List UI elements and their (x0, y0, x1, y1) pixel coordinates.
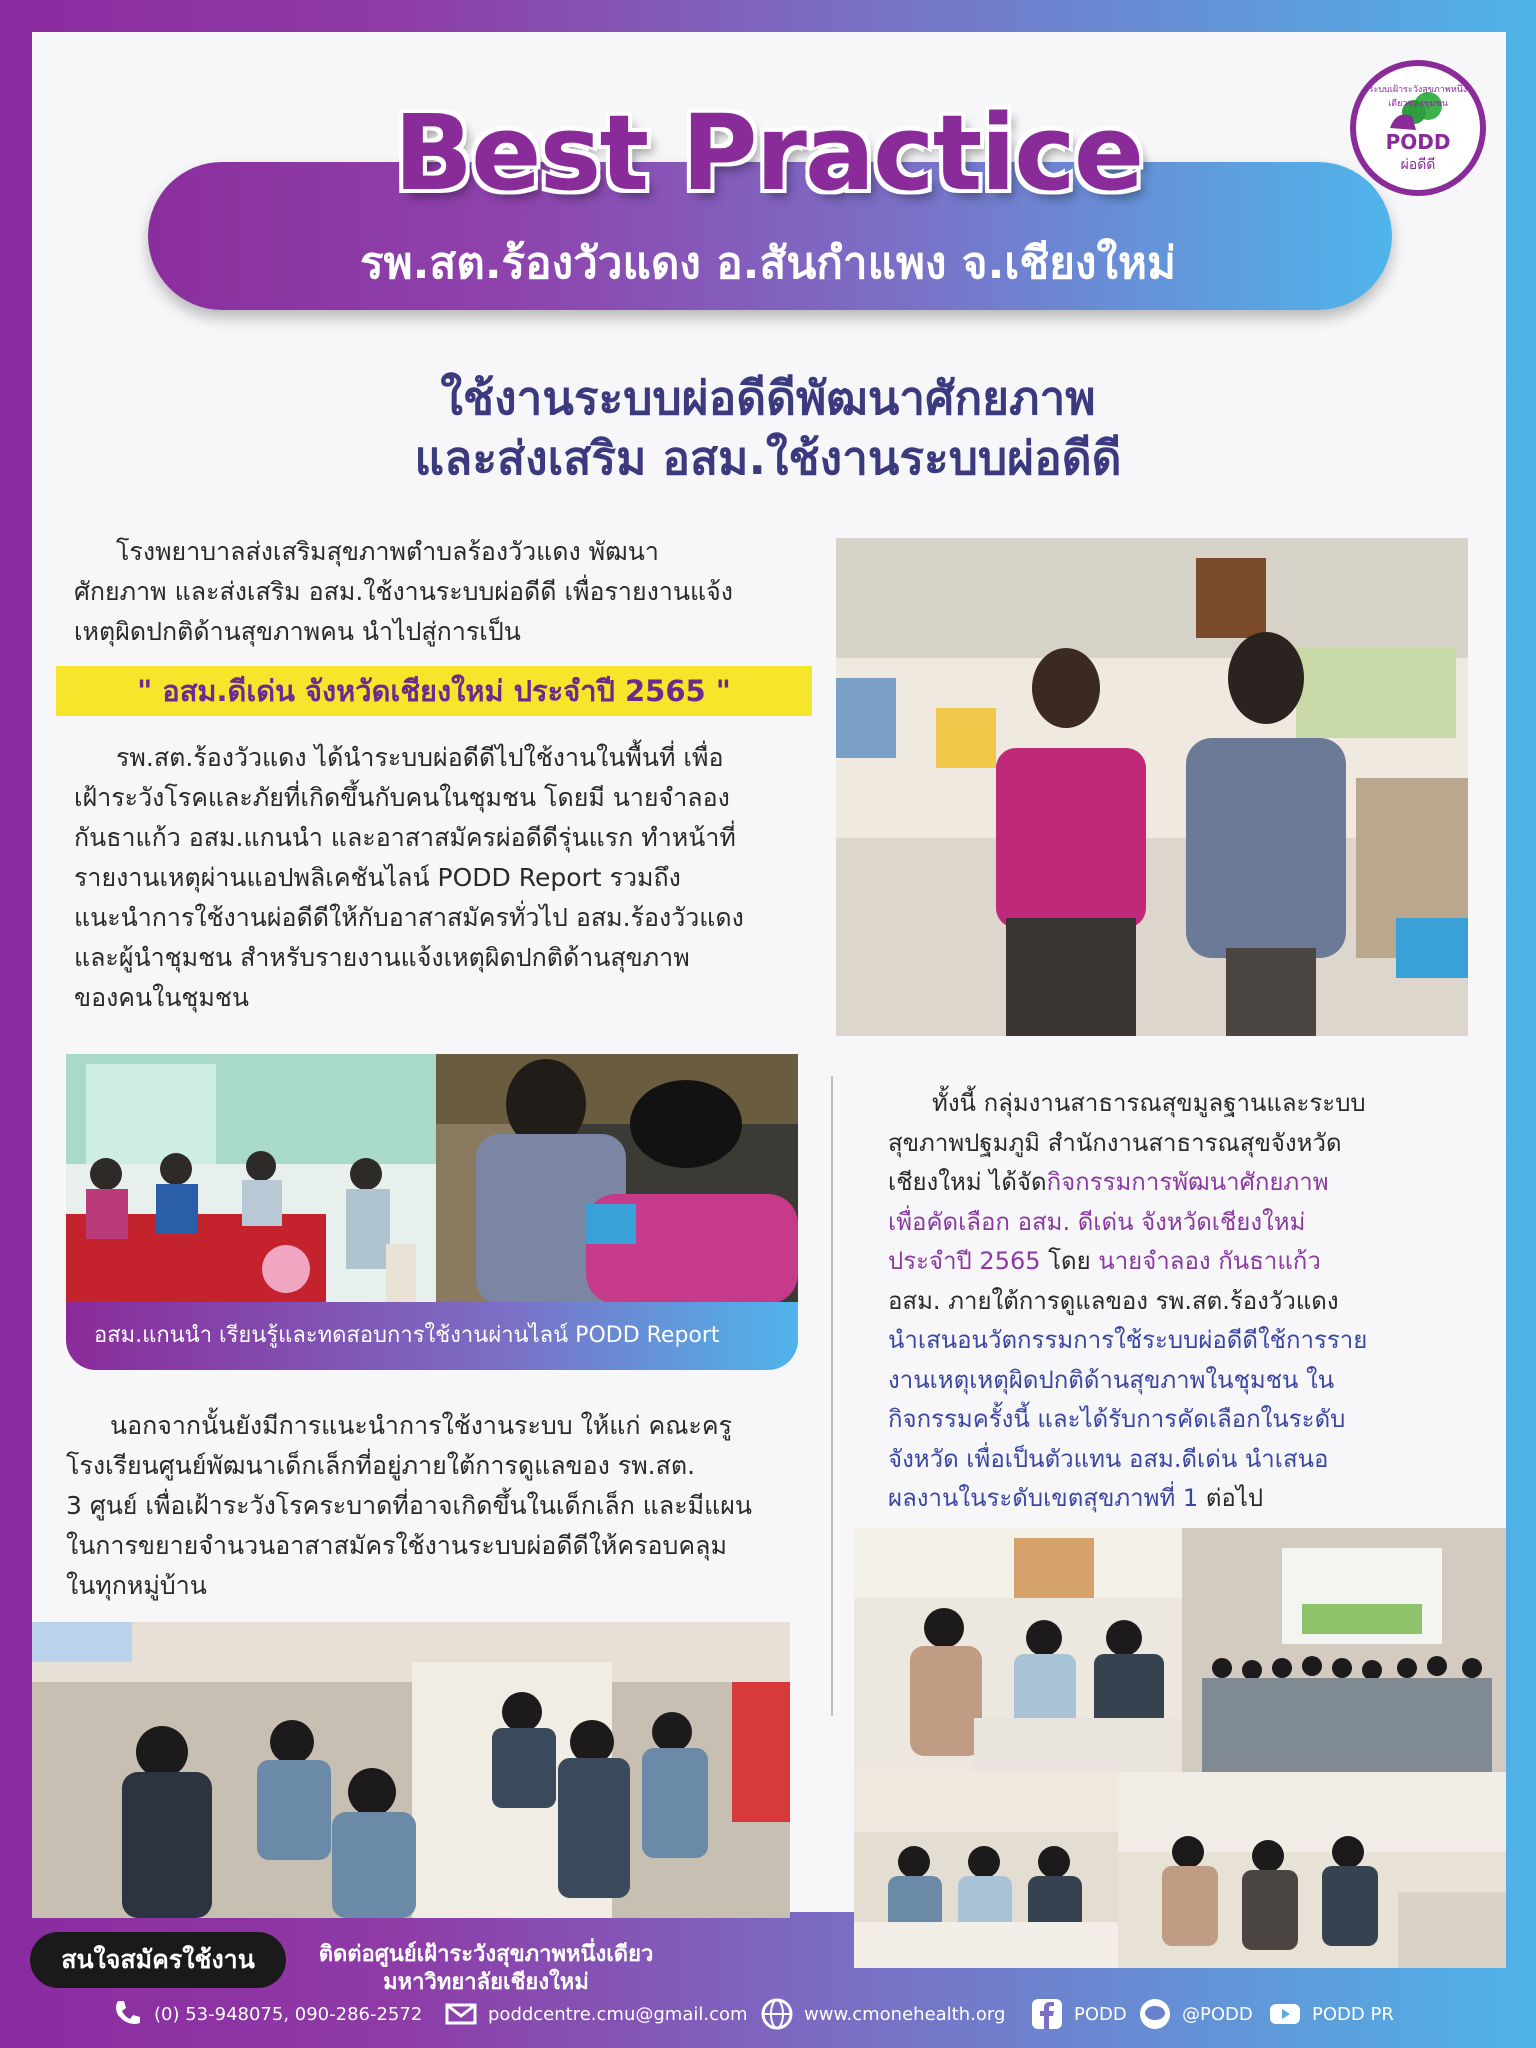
text-run: ต่อไป (1198, 1484, 1264, 1512)
paragraph-line: และผู้นำชุมชน สำหรับรายงานแจ้งเหตุผิดปกติด้านสุขภาพ (74, 943, 690, 972)
paragraph-line: ทั้งนี้ กลุ่มงานสาธารณสุขมูลฐานและระบบ (932, 1089, 1366, 1117)
paragraph-line: กิจกรรมครั้งนี้ และได้รับการคัดเลือกในระดับ (888, 1405, 1346, 1433)
paragraph-line: ในการขยายจำนวนอาสาสมัครใช้งานระบบผ่อดีดีให้ครอบคลุม (66, 1531, 727, 1560)
footer-youtube[interactable] (1268, 1994, 1394, 2034)
page-subtitle: รพ.สต.ร้องวัวแดง อ.สันกำแพง จ.เชียงใหม่ (360, 238, 1176, 289)
photo-award-meeting-1 (854, 1528, 1182, 1772)
footer-website[interactable] (760, 1994, 1005, 2034)
footer-facebook[interactable] (1030, 1994, 1127, 2034)
text-run-highlight: ผลงานในระดับเขตสุขภาพที่ 1 (888, 1484, 1199, 1512)
paragraph-line: จังหวัด เพื่อเป็นตัวแทน อสม.ดีเด่น นำเสนอ (888, 1444, 1329, 1473)
paragraph-line: กันธาแก้ว อสม.แกนนำ และอาสาสมัครผ่อดีดีรุ่นแรก ทำหน้าที่ (74, 823, 736, 852)
photo-volunteers-with-phone (836, 538, 1468, 1036)
text-run-highlight: นายจำลอง กันธาแก้ว (1098, 1247, 1321, 1275)
paragraph-line: ของคนในชุมชน (74, 983, 249, 1012)
paragraph-3 (66, 1406, 826, 1606)
phone-number: (0) 53-948075, 090-286-2572 (154, 2003, 423, 2025)
text-run: โดย (1040, 1247, 1099, 1275)
contact-line-2: มหาวิทยาลัยเชียงใหม่ (383, 1970, 589, 1995)
award-highlight: " อสม.ดีเด่น จังหวัดเชียงใหม่ ประจำปี 2565 " (56, 666, 812, 716)
paragraph-line: งานเหตุเหตุผิดปกติด้านสุขภาพในชุมชน ใน (888, 1365, 1335, 1394)
page-title: Best Practice (393, 92, 1143, 214)
footer-email[interactable] (444, 1994, 748, 2034)
paragraph-2 (74, 738, 834, 1018)
footer-line[interactable] (1138, 1994, 1253, 2034)
column-divider (831, 1076, 833, 1716)
text-run-highlight: กิจกรรมการพัฒนาศักยภาพ (1046, 1168, 1329, 1196)
phone-icon (110, 1997, 144, 2031)
paragraph-line (888, 1163, 1488, 1203)
paragraph-line: นอกจากนั้นยังมีการแนะนำการใช้งานระบบ ให้แก่ คณะครู (110, 1411, 732, 1440)
paragraph-line: สุขภาพปฐมภูมิ สำนักงานสาธารณสุขจังหวัด (888, 1128, 1342, 1157)
line-handle: @PODD (1182, 2003, 1253, 2025)
paragraph-line: แนะนำการใช้งานผ่อดีดีให้กับอาสาสมัครทั่วไป อสม.ร้องวัวแดง (74, 903, 744, 932)
email-icon (444, 1997, 478, 2031)
headline-line-1: ใช้งานระบบผ่อดีดีพัฒนาศักยภาพ (440, 371, 1096, 425)
line-icon (1138, 1997, 1172, 2031)
contact-line-1: ติดต่อศูนย์เฝ้าระวังสุขภาพหนึ่งเดียว (318, 1942, 654, 1967)
photo-award-ceremony (1182, 1528, 1506, 1772)
intro-line: โรงพยาบาลส่งเสริมสุขภาพตำบลร้องวัวแดง พัฒนา (116, 537, 659, 566)
paragraph-4 (888, 1084, 1488, 1519)
logo-subname: ผ่อดีดี (1400, 157, 1436, 173)
globe-icon (760, 1997, 794, 2031)
photo-meeting-classroom (32, 1622, 790, 1918)
headline-line-2: และส่งเสริม อสม.ใช้งานระบบผ่อดีดี (414, 431, 1122, 485)
photo-caption: อสม.แกนนำ เรียนรู้และทดสอบการใช้งานผ่านไลน์ PODD Report (66, 1302, 798, 1370)
paragraph-line: โรงเรียนศูนย์พัฒนาเด็กเล็กที่อยู่ภายใต้การดูแลของ รพ.สต. (66, 1451, 696, 1480)
paragraph-line: รายงานเหตุผ่านแอปพลิเคชันไลน์ PODD Report รวมถึง (74, 863, 681, 892)
paragraph-line: ในทุกหมู่บ้าน (66, 1571, 207, 1600)
website-url: www.cmonehealth.org (804, 2003, 1006, 2025)
paragraph-line: อสม. ภายใต้การดูแลของ รพ.สต.ร้องวัวแดง (888, 1286, 1339, 1315)
paragraph-line: เพื่อคัดเลือก อสม. ดีเด่น จังหวัดเชียงใหม่ (888, 1207, 1306, 1236)
text-run-highlight: ประจำปี 2565 (888, 1247, 1041, 1275)
photo-phone-demo (436, 1054, 798, 1304)
text-run: เชียงใหม่ ได้จัด (888, 1168, 1047, 1196)
footer-phone[interactable] (110, 1994, 422, 2034)
facebook-icon (1030, 1997, 1064, 2031)
facebook-handle: PODD (1074, 2003, 1127, 2025)
logo-name: PODD (1385, 130, 1451, 154)
paragraph-line: นำเสนอนวัตกรรมการใช้ระบบผ่อดีดีใช้การราย (888, 1326, 1368, 1354)
intro-paragraph (74, 532, 814, 652)
paragraph-line: เฝ้าระวังโรคและภัยที่เกิดขึ้นกับคนในชุมชน โดยมี นายจำลอง (74, 783, 730, 812)
intro-line: ศักยภาพ และส่งเสริม อสม.ใช้งานระบบผ่อดีดี เพื่อรายงานแจ้ง (74, 577, 733, 606)
youtube-channel: PODD PR (1312, 2003, 1394, 2025)
youtube-icon (1268, 1997, 1302, 2031)
photo-training-table (66, 1054, 436, 1304)
paragraph-line (888, 1479, 1488, 1519)
intro-line: เหตุผิดปกติด้านสุขภาพคน นำไปสู่การเป็น (74, 617, 521, 646)
paragraph-line (888, 1242, 1488, 1282)
paragraph-line: รพ.สต.ร้องวัวแดง ได้นำระบบผ่อดีดีไปใช้งานในพื้นที่ เพื่อ (116, 743, 724, 772)
signup-cta-button[interactable]: สนใจสมัครใช้งาน (30, 1932, 286, 1988)
logo-ring-text: ระบบเฝ้าระวังสุขภาพหนึ่งเดียวของชุมชน (1368, 85, 1468, 109)
paragraph-line: 3 ศูนย์ เพื่อเฝ้าระวังโรคระบาดที่อาจเกิดขึ้นในเด็กเล็ก และมีแผน (66, 1491, 752, 1520)
email-address: poddcentre.cmu@gmail.com (488, 2003, 748, 2025)
